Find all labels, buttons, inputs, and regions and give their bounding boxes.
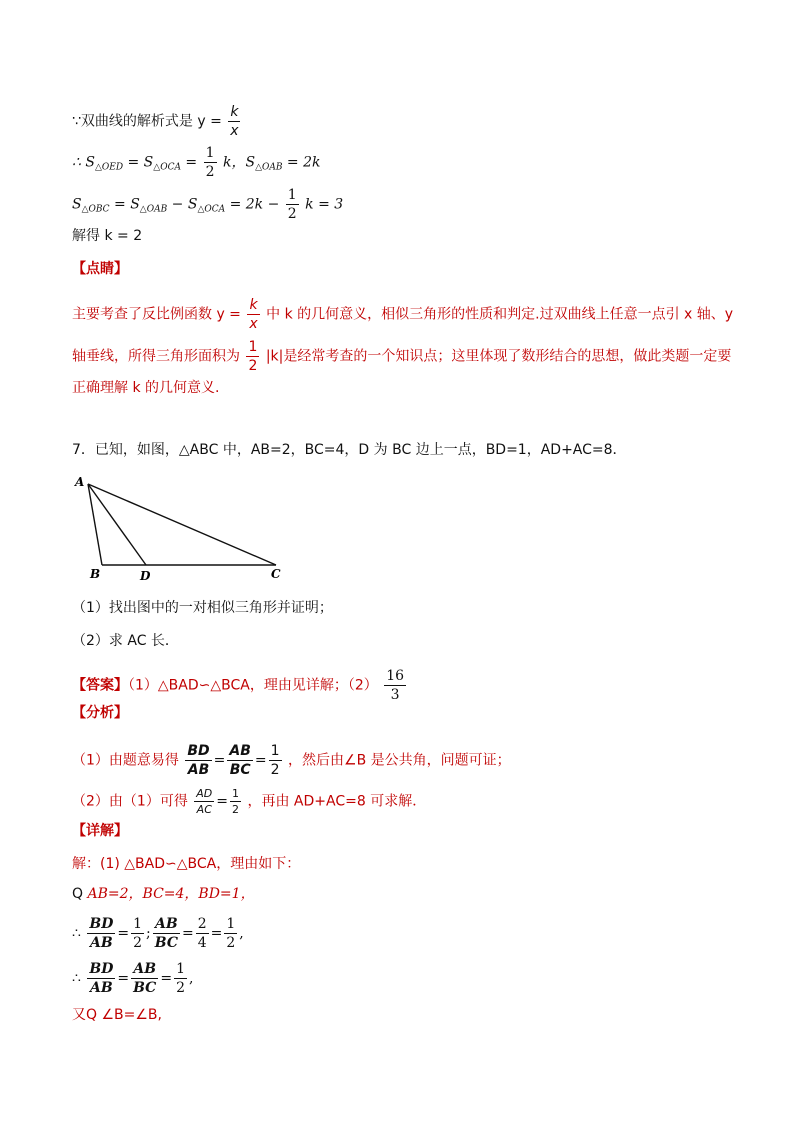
label-b: B bbox=[90, 567, 101, 581]
text: = S bbox=[109, 196, 140, 213]
therefore-symbol: ∴ bbox=[72, 925, 81, 942]
denominator: 2 bbox=[176, 980, 185, 996]
fenxi-heading: 【分析】 bbox=[72, 705, 128, 721]
label-c: C bbox=[271, 567, 281, 581]
denominator: x bbox=[249, 316, 258, 332]
text: = bbox=[180, 154, 198, 171]
solution-line-2 bbox=[72, 887, 255, 901]
fraction-ad-ac bbox=[194, 788, 214, 815]
denominator: AC bbox=[196, 803, 212, 816]
subscript: △OCA bbox=[153, 162, 181, 173]
text: AB=2，BC=4，BD=1， bbox=[87, 886, 255, 902]
text: （1）由题意易得 bbox=[72, 752, 179, 769]
text: ，然后由∠B 是公共角，问题可证； bbox=[288, 752, 511, 769]
denominator: 2 bbox=[232, 803, 240, 816]
numerator: AB bbox=[133, 961, 157, 977]
solution-k-line: 解得 k = 2 bbox=[72, 228, 143, 244]
text: 轴垂线，所得三角形面积为 bbox=[72, 348, 240, 365]
denominator: 3 bbox=[390, 687, 400, 703]
fraction-one-half bbox=[286, 188, 299, 221]
text: S bbox=[72, 196, 82, 213]
sub-question-2: （2）求 AC 长． bbox=[72, 633, 179, 649]
text: − S bbox=[167, 196, 198, 213]
text: 中 k 的几何意义，相似三角形的性质和判定.过双曲线上任意一点引 x 轴、y bbox=[266, 306, 734, 323]
label-a: A bbox=[75, 475, 85, 489]
numerator: AD bbox=[196, 787, 213, 800]
fraction-two-fourths bbox=[196, 917, 209, 950]
fraction-bd-ab bbox=[185, 744, 211, 777]
numerator: 1 bbox=[176, 961, 185, 977]
label-d: D bbox=[140, 569, 151, 583]
subscript: △OBC bbox=[81, 204, 110, 215]
subscript: △OED bbox=[94, 162, 124, 173]
solution-line-3: ∴ $\frac{BD}{AB}$ = $\frac{1}{2}$ ; $\frac{AB}{BC}$ = $\frac{2}{4}$ = $\frac{1}{2}$ , bbox=[72, 916, 244, 951]
text: |k|是经常考查的一个知识点；这里体现了数形结合的思想，做此类题一定要 bbox=[265, 348, 732, 365]
dianjing-text-line-2 bbox=[72, 340, 731, 373]
numerator: 1 bbox=[133, 916, 143, 932]
fraction-one-half bbox=[230, 788, 241, 815]
numerator: 1 bbox=[226, 916, 236, 932]
because-symbol: Q bbox=[72, 886, 84, 902]
area-relation-line-1 bbox=[72, 146, 321, 179]
denominator: 2 bbox=[270, 762, 280, 778]
text: ∵双曲线的解析式是 y = bbox=[72, 113, 222, 130]
triangle-figure bbox=[72, 472, 292, 584]
subscript: △OAB bbox=[139, 204, 168, 215]
denominator: 2 bbox=[226, 935, 236, 951]
text: （2）由（1）可得 bbox=[72, 793, 188, 810]
analysis-line-1: （1）由题意易得 $\frac{BD}{AB}$ = $\frac{AB}{BC}$ = $\frac{1}{2}$ ，然后由∠B 是公共角，问题可证； bbox=[72, 743, 511, 778]
denominator: 2 bbox=[133, 935, 143, 951]
text: = S bbox=[123, 154, 154, 171]
subscript: △OCA bbox=[197, 204, 226, 215]
answer-heading: 【答案】 bbox=[72, 677, 128, 694]
fraction-k-over-x bbox=[228, 105, 240, 138]
numerator: 16 bbox=[386, 668, 405, 684]
fraction-one-half bbox=[131, 917, 144, 950]
numerator: BD bbox=[89, 961, 114, 977]
therefore-symbol: ∴ bbox=[72, 970, 81, 987]
denominator: BC bbox=[133, 980, 157, 996]
numerator: 1 bbox=[248, 339, 258, 355]
solution-line-1: 解：(1) △BAD∽△BCA，理由如下： bbox=[72, 856, 301, 872]
numerator: AB bbox=[155, 916, 178, 932]
analysis-line-2: （2）由（1）可得 $\frac{AD}{AC}$ = $\frac{1}{2}$ ，再由 AD+AC=8 可求解． bbox=[72, 787, 427, 816]
denominator: x bbox=[230, 123, 239, 139]
dianjing-heading: 【点睛】 bbox=[72, 261, 128, 277]
xiangjie-heading: 【详解】 bbox=[72, 823, 128, 839]
hyperbola-expression-line bbox=[72, 105, 243, 138]
denominator: 2 bbox=[248, 358, 258, 374]
fraction-ab-bc bbox=[227, 744, 253, 777]
numerator: BD bbox=[89, 916, 114, 932]
area-relation-line-2 bbox=[72, 188, 343, 221]
numerator: k bbox=[249, 297, 258, 313]
segment-ab bbox=[88, 484, 102, 565]
fraction-bd-ab bbox=[87, 962, 115, 995]
solution-line-4: ∴ $\frac{BD}{AB}$ = $\frac{AB}{BC}$ = $\frac{1}{2}$ , bbox=[72, 961, 194, 996]
text: k = 3 bbox=[305, 196, 344, 213]
denominator: AB bbox=[90, 980, 113, 996]
text: = 2k − bbox=[225, 196, 280, 213]
numerator: 1 bbox=[270, 743, 280, 759]
answer-text: （1）△BAD∽△BCA，理由见详解；（2） bbox=[128, 677, 378, 694]
denominator: 2 bbox=[287, 206, 297, 222]
fraction-one-half bbox=[246, 340, 259, 373]
numerator: k bbox=[230, 104, 239, 120]
fraction-ab-bc bbox=[153, 917, 180, 950]
text: 主要考查了反比例函数 y = bbox=[72, 306, 241, 323]
fraction-one-half bbox=[204, 146, 217, 179]
numerator: 2 bbox=[197, 916, 207, 932]
numerator: 1 bbox=[232, 787, 240, 800]
sub-question-1: （1）找出图中的一对相似三角形并证明； bbox=[72, 600, 333, 616]
numerator: AB bbox=[229, 743, 251, 759]
denominator: AB bbox=[187, 762, 210, 778]
solution-line-5: 又Q ∠B=∠B, bbox=[72, 1007, 162, 1023]
text: k，S bbox=[222, 154, 256, 171]
text: ，再由 AD+AC=8 可求解． bbox=[247, 793, 427, 810]
numerator: 1 bbox=[205, 145, 215, 161]
subscript: △OAB bbox=[255, 162, 283, 173]
fraction-one-half bbox=[174, 962, 187, 995]
denominator: 2 bbox=[205, 164, 215, 180]
fraction-ab-bc bbox=[131, 962, 158, 995]
dianjing-text-line-3: 正确理解 k 的几何意义. bbox=[72, 380, 220, 396]
denominator: AB bbox=[90, 935, 113, 951]
numerator: BD bbox=[187, 743, 210, 759]
denominator: BC bbox=[229, 762, 251, 778]
question-7-stem: 7．已知，如图，△ABC 中，AB=2，BC=4，D 为 BC 边上一点，BD=1，AD+AC=8． bbox=[72, 442, 627, 458]
fraction-k-over-x bbox=[247, 298, 259, 331]
numerator: 1 bbox=[287, 187, 297, 203]
denominator: 4 bbox=[197, 935, 207, 951]
fraction-bd-ab bbox=[87, 917, 115, 950]
text: ∴ S bbox=[72, 154, 95, 171]
denominator: BC bbox=[154, 935, 178, 951]
fraction-one-half bbox=[224, 917, 237, 950]
fraction-one-half bbox=[269, 744, 282, 777]
answer-line bbox=[72, 669, 408, 702]
fraction-16-over-3 bbox=[384, 669, 406, 702]
text: = 2k bbox=[282, 154, 321, 171]
dianjing-text-line-1 bbox=[72, 298, 733, 331]
